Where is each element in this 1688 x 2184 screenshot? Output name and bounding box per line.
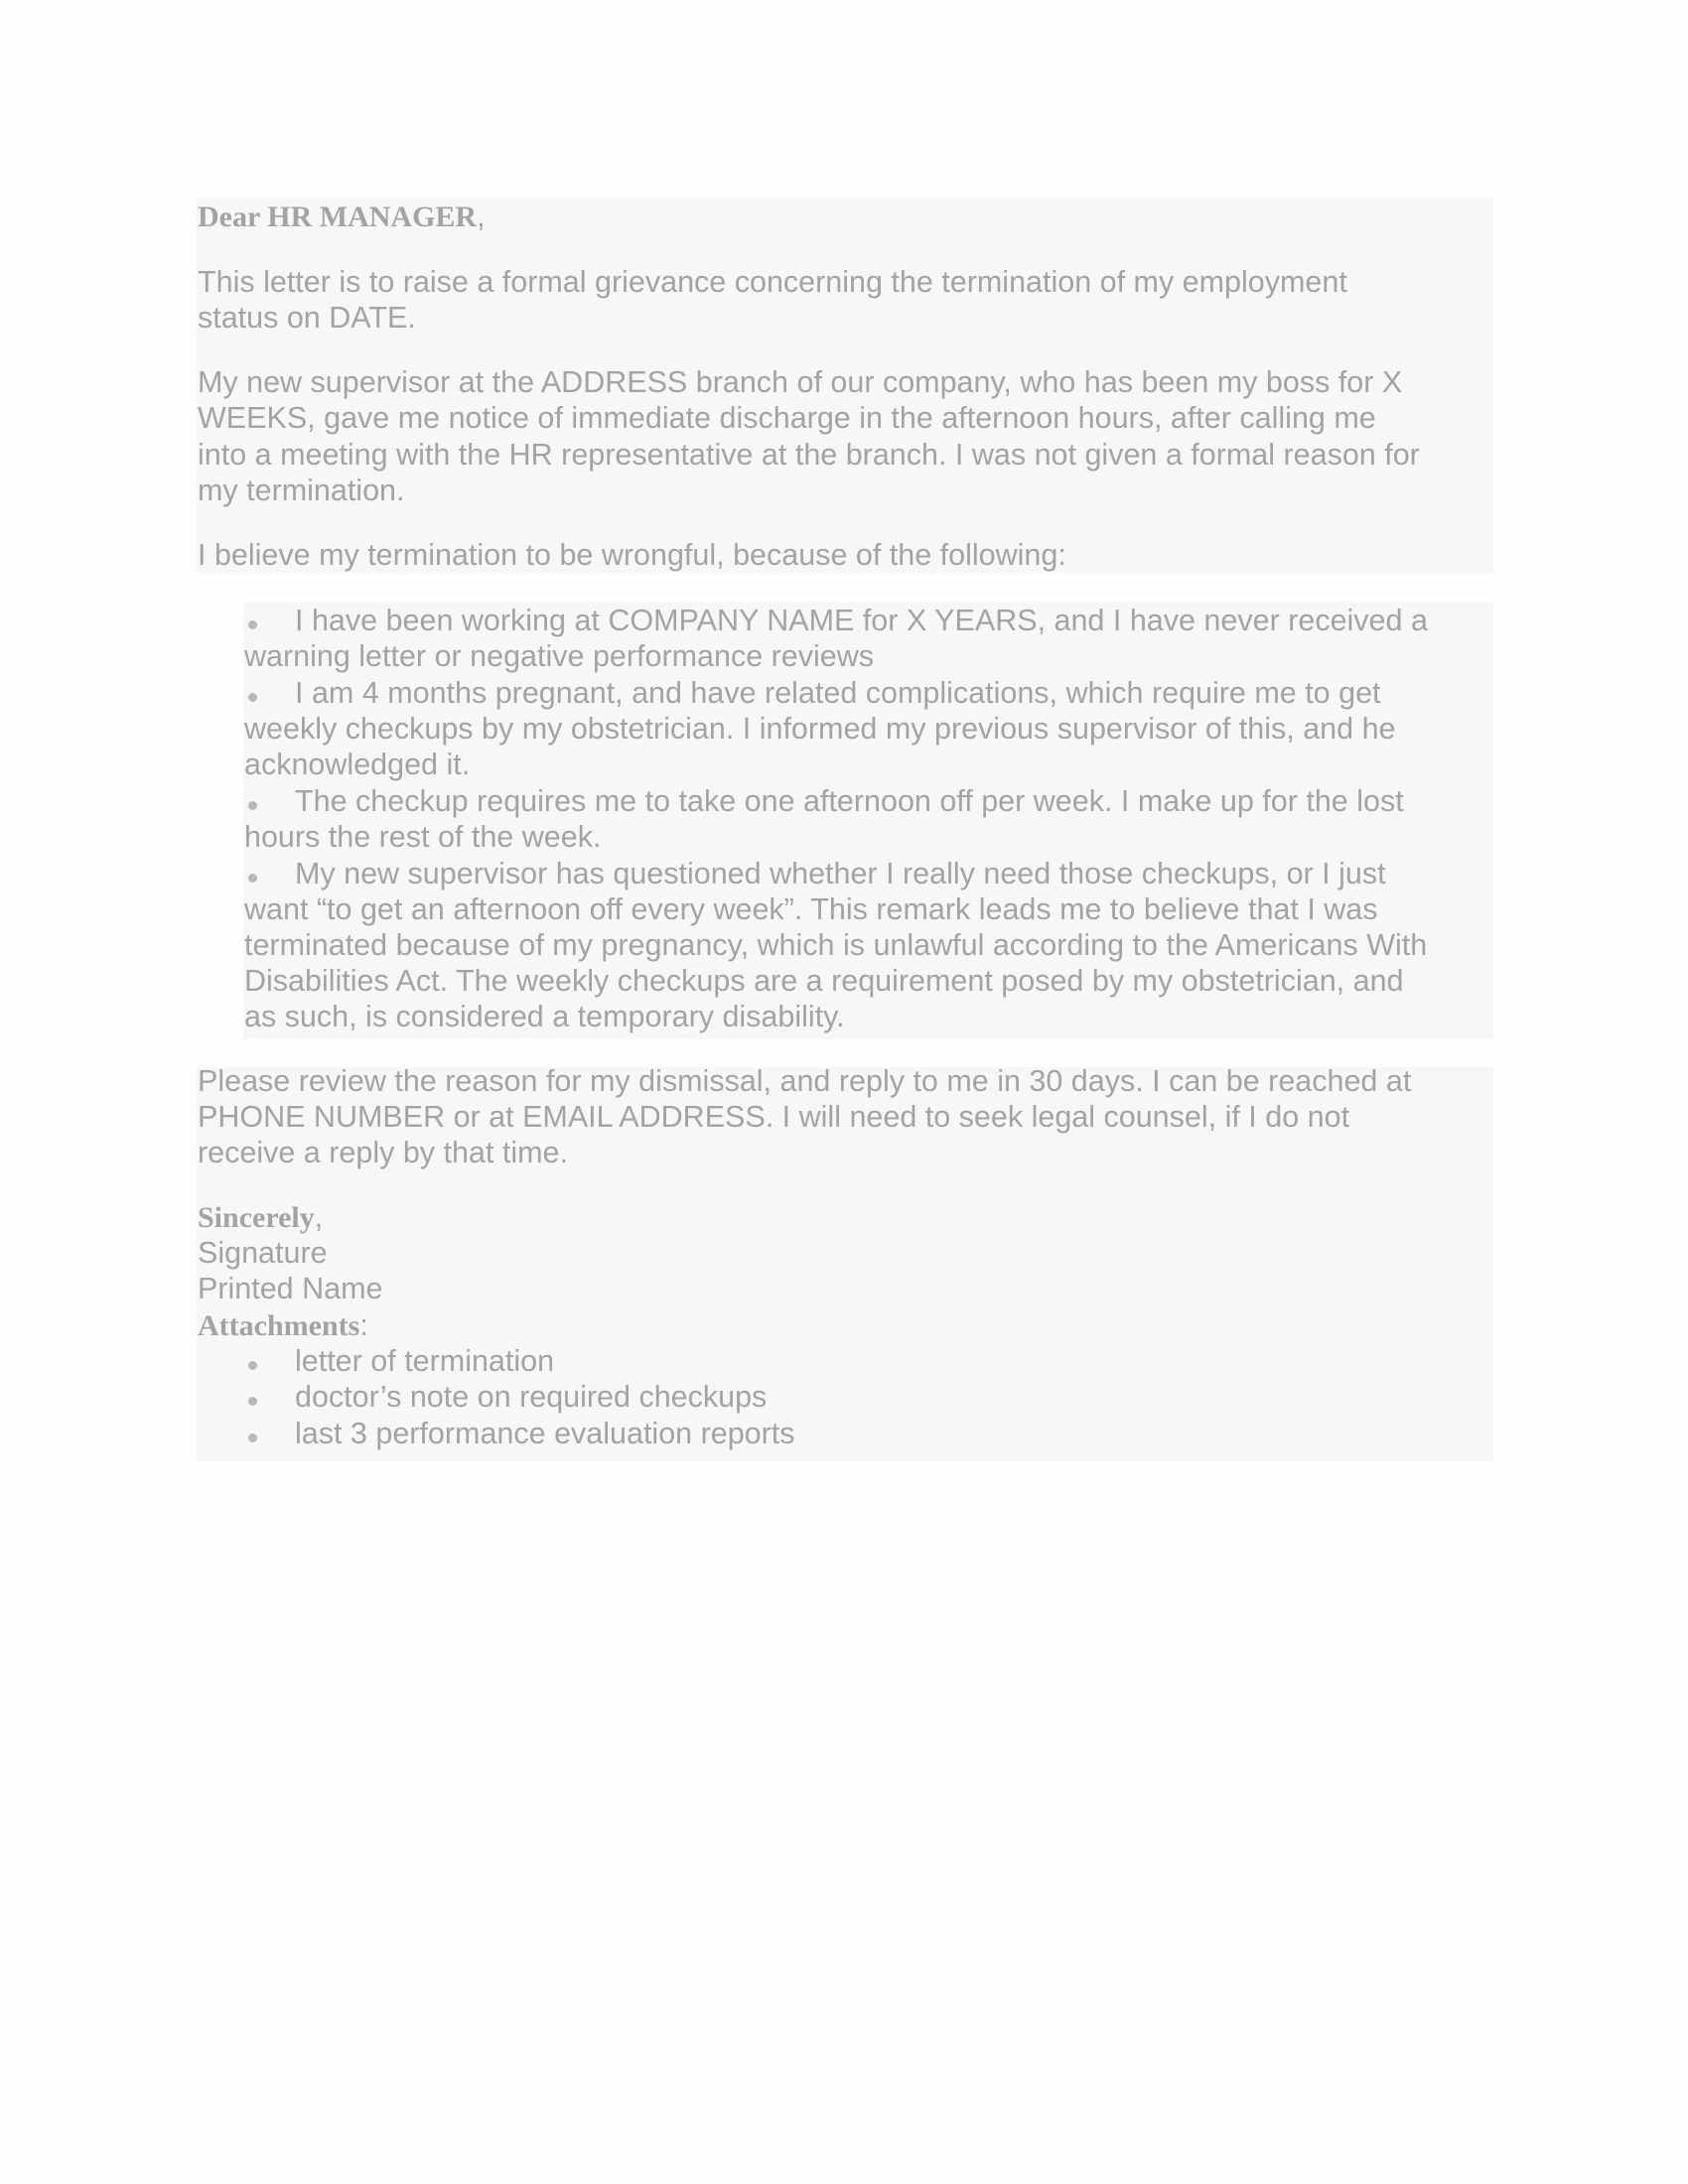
para1-line: status on DATE. bbox=[198, 301, 416, 335]
signature: Signature bbox=[198, 1236, 328, 1270]
para2-line: WEEKS, gave me notice of immediate discharge in the afternoon hours, after calling me bbox=[198, 401, 1376, 435]
para4-line: PHONE NUMBER or at EMAIL ADDRESS. I will need to seek legal counsel, if I do not bbox=[198, 1100, 1350, 1134]
para2-line: into a meeting with the HR representative at the branch. I was not given a formal reason for bbox=[198, 438, 1420, 472]
attachment-item: doctor’s note on required checkups bbox=[295, 1380, 768, 1414]
attachments-label: Attachments: bbox=[198, 1308, 368, 1342]
reason-line: hours the rest of the week. bbox=[244, 820, 602, 854]
salutation-name: Dear HR MANAGER bbox=[198, 201, 478, 233]
para4-line: receive a reply by that time. bbox=[198, 1136, 568, 1169]
bullet-icon bbox=[248, 801, 257, 810]
attachment-item: letter of termination bbox=[295, 1344, 555, 1378]
reason-line: acknowledged it. bbox=[244, 748, 471, 781]
para2-line: My new supervisor at the ADDRESS branch of our company, who has been my boss for X bbox=[198, 365, 1403, 399]
para1-line: This letter is to raise a formal grievance concerning the termination of my employment bbox=[198, 265, 1347, 299]
bullet-icon bbox=[248, 693, 257, 702]
reason-line: want “to get an afternoon off every week”. This remark leads me to believe that I was bbox=[244, 892, 1378, 926]
para2-line: my termination. bbox=[198, 474, 405, 507]
bullet-icon bbox=[248, 1361, 257, 1370]
reason-line: The checkup requires me to take one afternoon off per week. I make up for the lost bbox=[295, 784, 1404, 818]
closing-word: Sincerely bbox=[198, 1201, 315, 1234]
reason-line: terminated because of my pregnancy, which is unlawful according to the Americans With bbox=[244, 928, 1428, 962]
para3-line: I believe my termination to be wrongful, because of the following: bbox=[198, 538, 1066, 572]
salutation: Dear HR MANAGER, bbox=[198, 200, 486, 233]
attachment-item: last 3 performance evaluation reports bbox=[295, 1417, 795, 1450]
printed-name: Printed Name bbox=[198, 1272, 383, 1305]
bullet-icon bbox=[248, 1433, 257, 1442]
reason-line: warning letter or negative performance reviews bbox=[244, 639, 875, 673]
bullet-icon bbox=[248, 620, 257, 629]
reason-line: as such, is considered a temporary disability. bbox=[244, 1000, 845, 1033]
reason-line: I have been working at COMPANY NAME for X YEARS, and I have never received a bbox=[295, 604, 1428, 637]
bullet-icon bbox=[248, 1397, 257, 1406]
reason-line: weekly checkups by my obstetrician. I informed my previous supervisor of this, and he bbox=[244, 712, 1396, 746]
bullet-icon bbox=[248, 874, 257, 883]
reason-line: My new supervisor has questioned whether I really need those checkups, or I just bbox=[295, 857, 1386, 890]
closing: Sincerely, bbox=[198, 1200, 324, 1234]
reason-line: I am 4 months pregnant, and have related complications, which require me to get bbox=[295, 676, 1381, 710]
para4-line: Please review the reason for my dismissal, and reply to me in 30 days. I can be reached at bbox=[198, 1064, 1412, 1098]
reason-line: Disabilities Act. The weekly checkups are a requirement posed by my obstetrician, and bbox=[244, 964, 1404, 998]
